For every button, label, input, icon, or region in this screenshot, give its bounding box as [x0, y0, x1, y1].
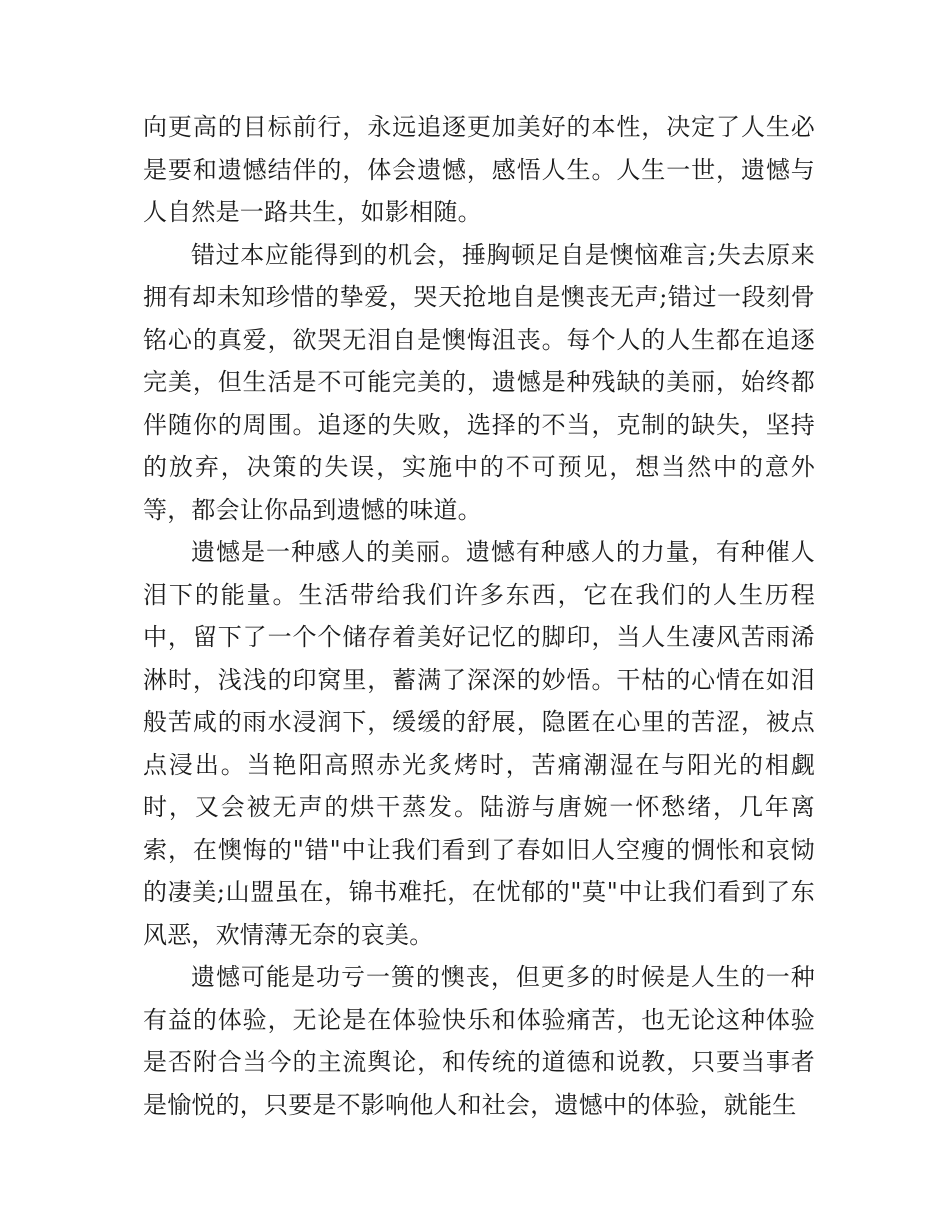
paragraph-1: 向更高的目标前行，永远追逐更加美好的本性，决定了人生必是要和遗憾结伴的，体会遗憾，感悟人生。人生一世，遗憾与人自然是一路共生，如影相随。: [143, 113, 815, 226]
document-body: [143, 106, 815, 1126]
paragraph-4: 遗憾可能是功亏一篑的懊丧，但更多的时候是人生的一种有益的体验，无论是在体验快乐和体验痛苦，也无论这种体验是否附合当今的主流舆论，和传统的道德和说教，只要当事者是愉悦的，只要是不影响他人和社会，遗憾中的体验，就能生: [143, 963, 815, 1119]
paragraph-2: 错过本应能得到的机会，捶胸顿足自是懊恼难言;失去原来拥有却未知珍惜的挚爱，哭天抢地自是懊丧无声;错过一段刻骨铭心的真爱，欲哭无泪自是懊悔沮丧。每个人的人生都在追逐完美，但生活是不可能完美的，遗憾是种残缺的美丽，始终都伴随你的周围。追逐的失败，选择的不当，克制的缺失，坚持的放弃，决策的失误，实施中的不可预见，想当然中的意外等，都会让你品到遗憾的味道。: [143, 240, 815, 524]
paragraph-3: 遗憾是一种感人的美丽。遗憾有种感人的力量，有种催人泪下的能量。生活带给我们许多东西，它在我们的人生历程中，留下了一个个储存着美好记忆的脚印，当人生凄风苦雨浠淋时，浅浅的印窝里，蓄满了深深的妙悟。干枯的心情在如泪般苦咸的雨水浸润下，缓缓的舒展，隐匿在心里的苦涩，被点点浸出。当艳阳高照赤光炙烤时，苦痛潮湿在与阳光的相觑时，又会被无声的烘干蒸发。陆游与唐婉一怀愁绪，几年离索，在懊悔的"错"中让我们看到了春如旧人空瘦的惆怅和哀恸的凄美;山盟虽在，锦书难托，在忧郁的"莫"中让我们看到了东风恶，欢情薄无奈的哀美。: [143, 538, 815, 949]
